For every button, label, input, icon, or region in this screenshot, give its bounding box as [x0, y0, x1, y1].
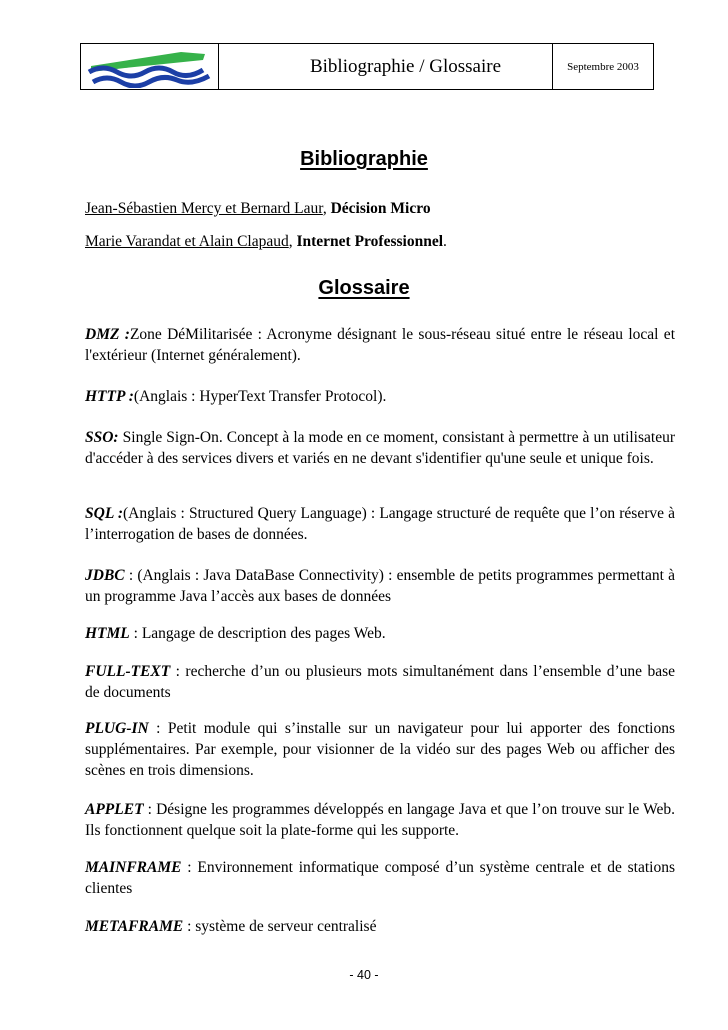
glossary-entry [85, 324, 675, 366]
logo [81, 44, 219, 89]
glossary-entry [85, 565, 675, 607]
glossary-term: DMZ : [85, 326, 130, 343]
bib-authors: Jean-Sébastien Mercy et Bernard Laur [85, 200, 323, 217]
bibliography-heading: Bibliographie [300, 148, 428, 170]
glossary-definition: Single Sign-On. Concept à la mode en ce moment, consistant à permettre à un utilisateur d'accéder à des services divers et variés en ne devant s'identifier qu'une seule et unique fois. [85, 429, 675, 467]
glossary-definition: : (Anglais : Java DataBase Connectivity) : ensemble de petits programmes permettant à un programme Java l’accès aux bases de données [85, 567, 675, 605]
glossary-term: PLUG-IN [85, 720, 149, 737]
glossary-heading: Glossaire [318, 277, 410, 299]
glossary-definition: : recherche d’un ou plusieurs mots simultanément dans l’ensemble d’une base de documents [85, 663, 675, 701]
glossary-definition: : Petit module qui s’installe sur un navigateur pour lui apporter des fonctions supplémentaires. Par exemple, pour visionner de la vidéo sur des pages Web ou afficher des scènes en trois dimensions. [85, 720, 675, 779]
bib-authors: Marie Varandat et Alain Clapaud [85, 233, 289, 250]
glossary-definition: : Environnement informatique composé d’un système centrale et de stations clientes [85, 859, 675, 897]
glossary-definition: : système de serveur centralisé [183, 918, 377, 935]
glossary-definition: (Anglais : HyperText Transfer Protocol). [133, 388, 387, 405]
glossary-term: HTTP : [85, 388, 134, 405]
glossary-term: SQL : [85, 505, 123, 522]
glossary-term: SSO: [85, 429, 119, 446]
glossary-term: FULL-TEXT [85, 663, 171, 680]
glossary-term: METAFRAME [85, 918, 184, 935]
bibliography-entry: Marie Varandat et Alain Clapaud, Internet Professionnel. [85, 233, 447, 250]
glossary-entry [85, 799, 675, 841]
header-title: Bibliographie / Glossaire [219, 44, 553, 89]
glossary-entry [85, 718, 675, 781]
glossary-entry [85, 427, 675, 469]
glossary-entry [85, 857, 675, 899]
glossary-term: APPLET [85, 801, 144, 818]
glossary-definition: : Langage de description des pages Web. [129, 625, 386, 642]
glossary-term: MAINFRAME [85, 859, 182, 876]
header-date: Septembre 2003 [567, 60, 639, 73]
glossary-definition: : Désigne les programmes développés en langage Java et que l’on trouve sur le Web. Ils fonctionnent quelque soit la plate-forme qui les supporte. [85, 801, 675, 839]
glossary-entry [85, 916, 675, 937]
page-header [80, 43, 654, 90]
bibliography-entry: Jean-Sébastien Mercy et Bernard Laur, Décision Micro [85, 200, 431, 217]
bib-publication: Internet Professionnel [296, 233, 444, 250]
glossary-term: HTML [85, 625, 130, 642]
glossary-entry [85, 386, 675, 407]
glossary-definition: (Anglais : Structured Query Language) : Langage structuré de requête que l’on réserve à l’interrogation de bases de données. [85, 505, 675, 543]
page-number: - 40 - [349, 968, 379, 982]
wave-logo-icon [85, 46, 215, 88]
glossary-definition: Zone DéMilitarisée : Acronyme désignant le sous-réseau situé entre le réseau local et l'extérieur (Internet généralement). [85, 326, 675, 364]
glossary-entry [85, 503, 675, 545]
glossary-entry [85, 623, 675, 644]
bib-publication: Décision Micro [330, 200, 431, 217]
glossary-term: JDBC [85, 567, 125, 584]
glossary-entry [85, 661, 675, 703]
